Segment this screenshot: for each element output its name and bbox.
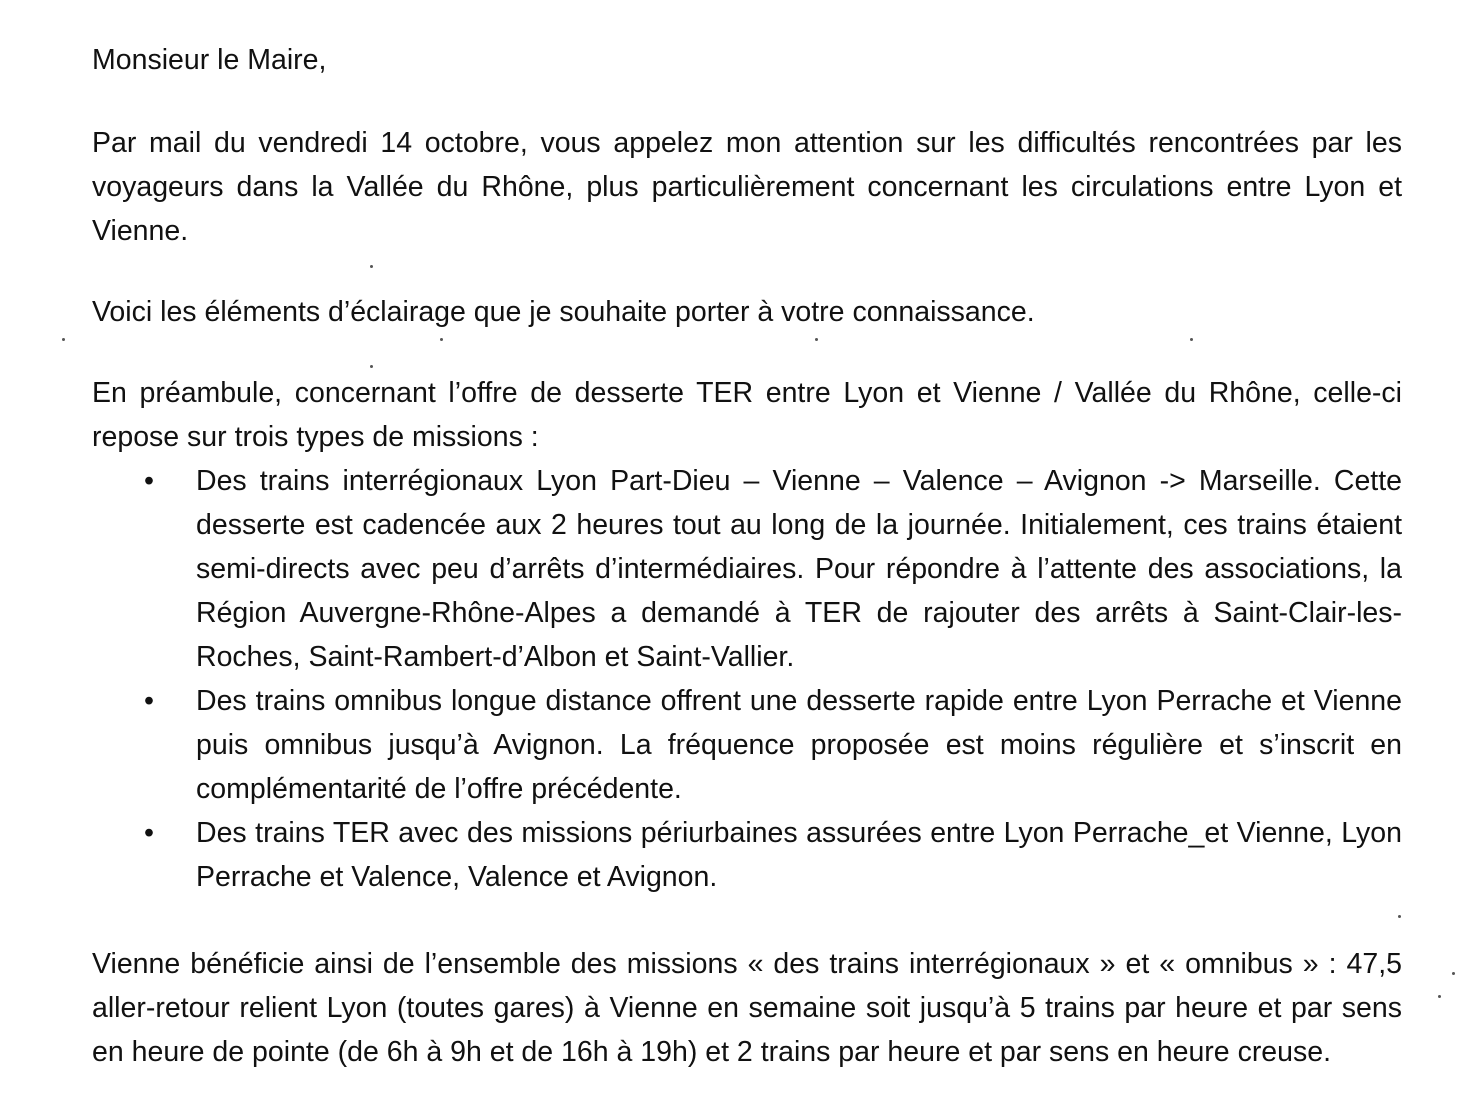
section-missions [92,371,1402,899]
list-item [92,811,1402,899]
bullet-icon: • [144,685,154,717]
scan-speck [1438,995,1441,998]
scan-speck [370,265,373,268]
paragraph-preamble: En préambule, concernant l’offre de desserte TER entre Lyon et Vienne / Vallée du Rhône, celle-ci repose sur trois types de missions : [92,377,1402,453]
list-item [92,679,1402,811]
missions-list [92,459,1402,899]
list-item [92,459,1402,679]
greeting: Monsieur le Maire, [92,44,327,76]
scan-speck [1190,338,1193,341]
paragraph-email-reference: Par mail du vendredi 14 octobre, vous appelez mon attention sur les difficultés rencontrées par les voyageurs dans la Vallée du Rhône, plus particulièrement concernant les circulations entre Lyon et Vienne. [92,127,1402,247]
scan-speck [370,365,373,368]
scan-speck [1398,915,1401,918]
paragraph-intro: Voici les éléments d’éclairage que je souhaite porter à votre connaissance. [92,296,1035,328]
scan-speck [440,338,443,341]
scan-speck [815,338,818,341]
scan-speck [1452,972,1455,975]
paragraph-vienne-service: Vienne bénéficie ainsi de l’ensemble des missions « des trains interrégionaux » et « omnibus » : 47,5 aller-retour relient Lyon (toutes gares) à Vienne en semaine soit jusqu’à 5 trains par heure et par sens en heure de pointe (de 6h à 9h et de 16h à 19h) et 2 trains par heure et par sens en heure creuse. [92,948,1402,1068]
letter-body [92,38,1402,1074]
scan-speck [62,338,65,341]
mission-periurban: Des trains TER avec des missions périurbaines assurées entre Lyon Perrache_et Vienne, Lyon Perrache et Valence, Valence et Avignon. [196,817,1402,893]
bullet-icon: • [144,465,154,497]
mission-omnibus: Des trains omnibus longue distance offrent une desserte rapide entre Lyon Perrache et Vienne puis omnibus jusqu’à Avignon. La fréquence proposée est moins régulière et s’inscrit en complémentarité de l’offre précédente. [196,685,1402,805]
mission-interregional: Des trains interrégionaux Lyon Part-Dieu – Vienne – Valence – Avignon -> Marseille. Cette desserte est cadencée aux 2 heures tout au long de la journée. Initialement, ces trains étaient semi-directs avec peu d’arrêts d’intermédiaires. Pour répondre à l’attente des associations, la Région Auvergne-Rhône-Alpes a demandé à TER de rajouter des arrêts à Saint-Clair-les-Roches, Saint-Rambert-d’Albon et Saint-Vallier. [196,465,1402,673]
bullet-icon: • [144,817,154,849]
